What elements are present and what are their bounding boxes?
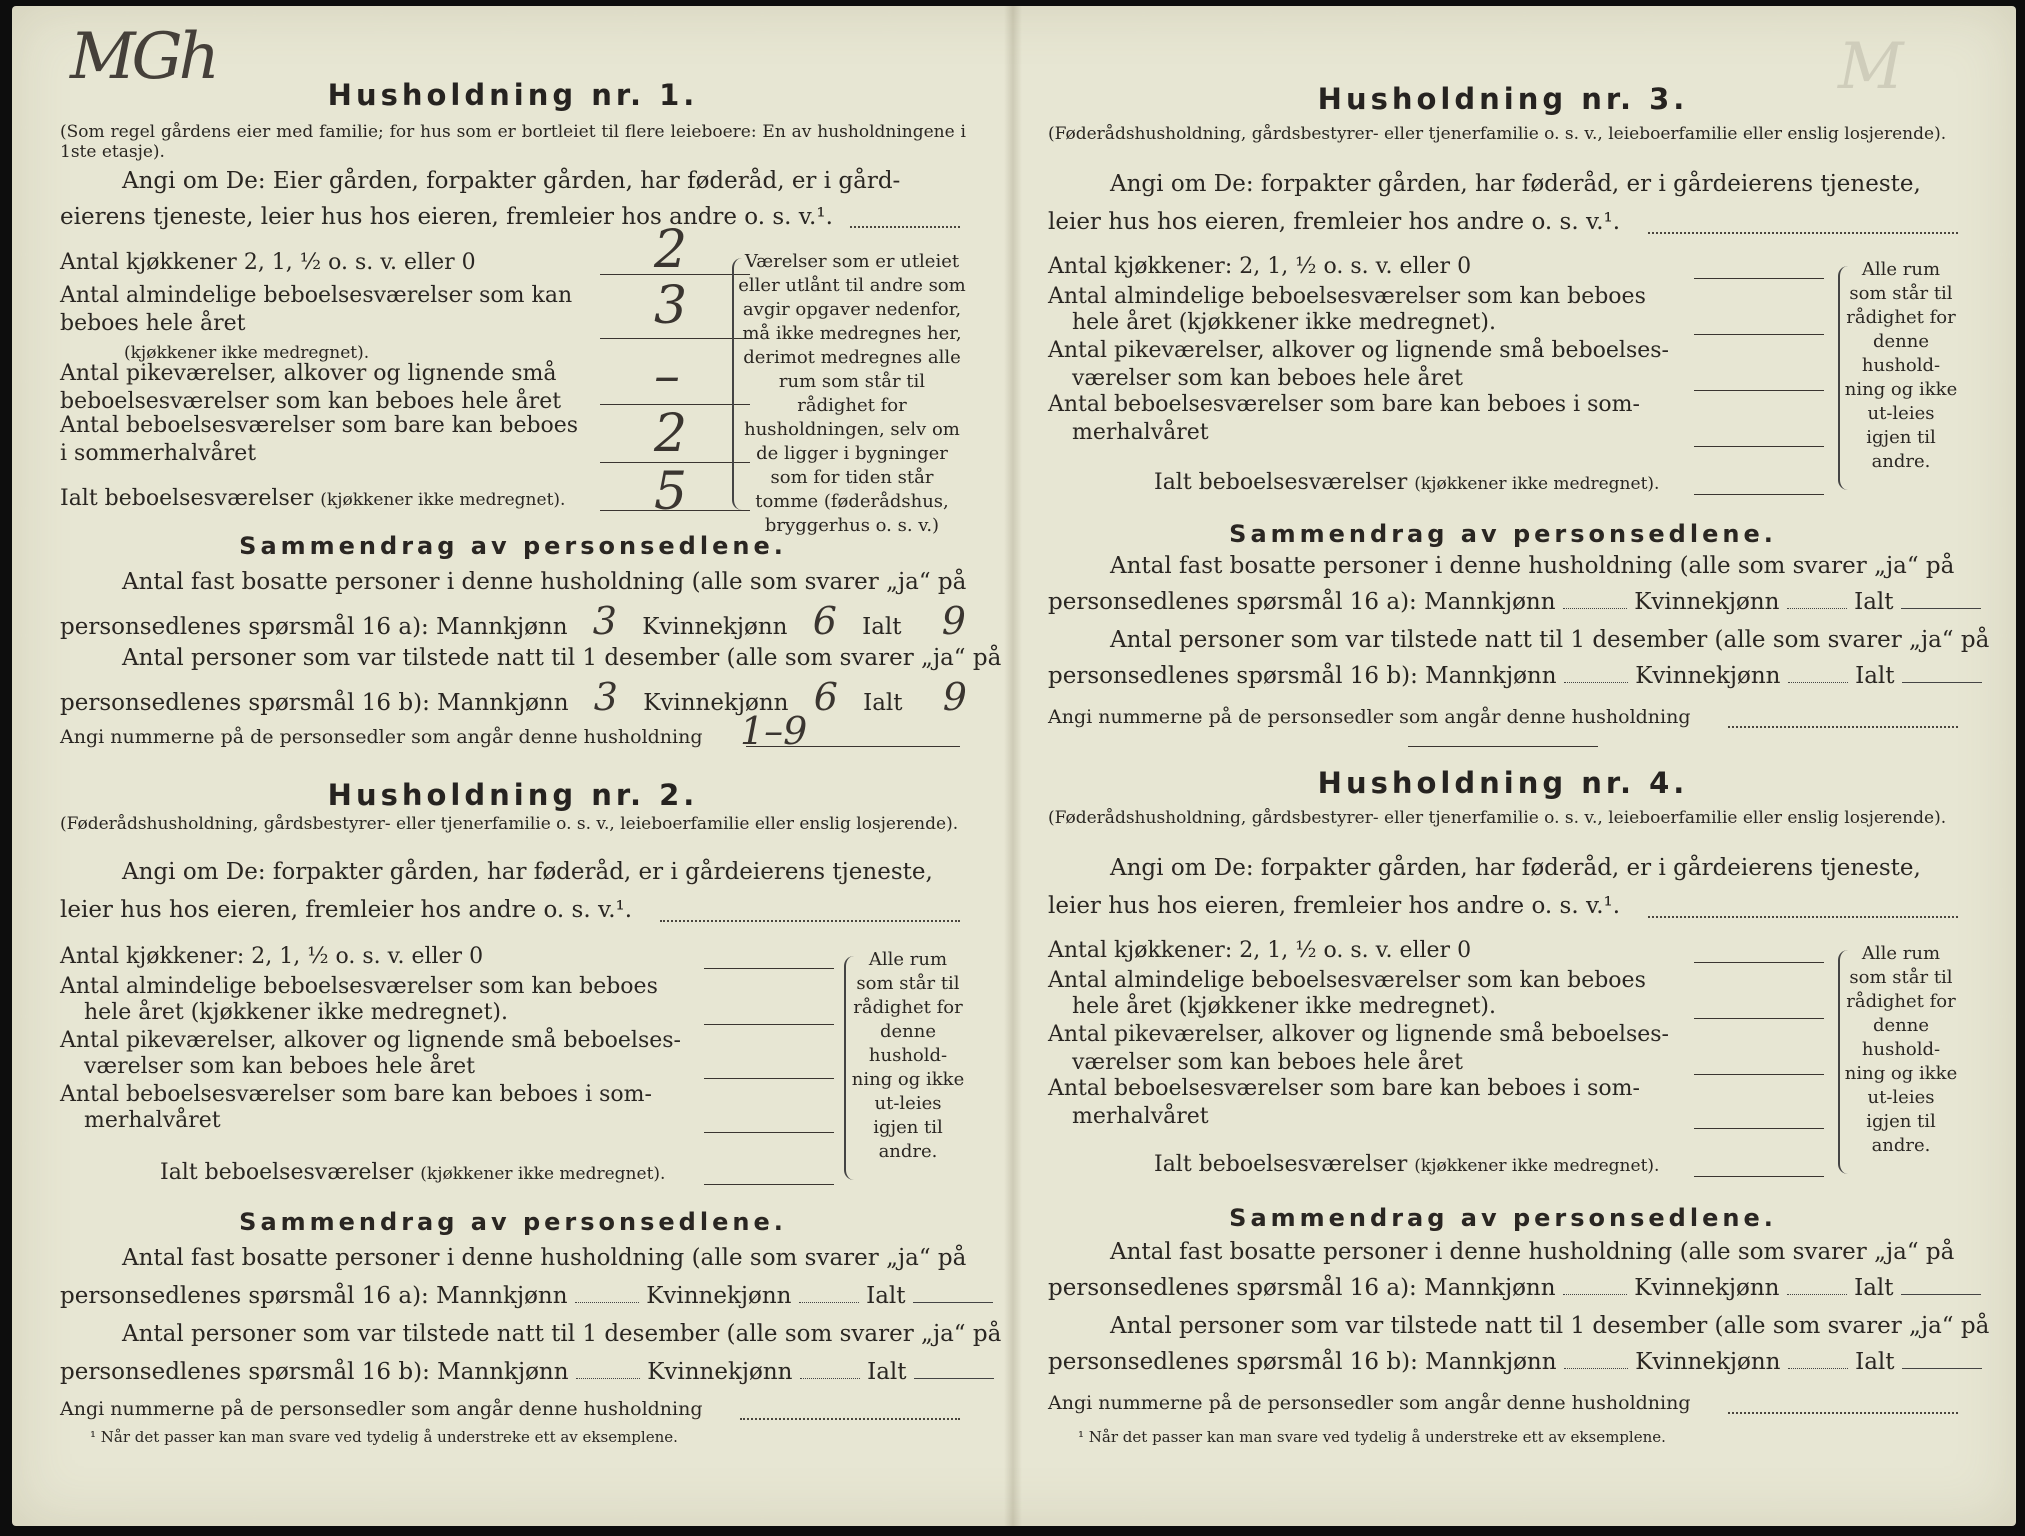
hh2-row-4: værelser som kan beboes hele året	[84, 1054, 475, 1079]
hh4-tilstede-line2	[1048, 1344, 1982, 1380]
hh2-tilstede-kvinne-blank	[800, 1378, 860, 1379]
hh2-angi-nummer: Angi nummerne på de personsedler som angår denne husholdning	[60, 1398, 703, 1420]
hh1-value-summer: 2	[654, 404, 688, 464]
hh1-note: (Som regel gårdens eier med familie; for hus som er bortleiet til flere leieboere: En av husholdningene i 1ste etasje).	[60, 122, 966, 162]
hh2-fast-line1: Antal fast bosatte personer i denne husholdning (alle som svarer „ja“ på	[122, 1245, 967, 1271]
hh3-fast-line2	[1048, 584, 1981, 620]
hh1-tilstede-kvinne-label: Kvinnekjønn	[643, 690, 789, 716]
hh1-fast-line2	[60, 599, 999, 645]
hh3-nummer-blank	[1728, 726, 1958, 728]
hh3-angi-line2: leier hus hos eieren, fremleier hos andre o. s. v.¹.	[1048, 209, 1621, 235]
hh4-blank-total	[1694, 1176, 1824, 1177]
hh1-title: Husholdning nr. 1.	[327, 78, 699, 112]
hh2-fast-mann-blank	[575, 1302, 639, 1303]
hh2-row-total-label: Ialt beboelsesværelser	[160, 1160, 414, 1185]
hh2-blank-1	[704, 1024, 834, 1025]
faint-margin-annotation: M	[1838, 30, 1900, 104]
hh1-angi-nummer: Angi nummerne på de personsedler som angår denne husholdning	[60, 726, 703, 748]
hh2-side-note: Alle rum som står til rådighet for denne hushold-ning og ikke ut-leies igjen til andre.	[851, 949, 965, 1162]
hh3-summary-title: Sammendrag av personsedlene.	[1229, 520, 1777, 548]
hh4-fast-kvinne-blank	[1787, 1294, 1847, 1295]
hh2-blank-total	[704, 1184, 834, 1185]
hh4-tilstede-label: personsedlenes spørsmål 16 b): Mannkjønn	[1048, 1349, 1557, 1375]
hh3-fast-ialt-blank	[1901, 608, 1981, 609]
margin-annotation: MGh	[70, 20, 216, 94]
hh3-tilstede-kvinne-label: Kvinnekjønn	[1635, 663, 1781, 689]
hh1-angi-line1: Angi om De: Eier gården, forpakter gården, har føderåd, er i gård-	[122, 168, 901, 194]
hh1-row-summer-rooms: Antal beboelsesværelser som bare kan beboes i sommerhalvåret	[60, 413, 579, 466]
hh1-value-maid: –	[654, 346, 680, 406]
hh4-blank-0	[1694, 962, 1824, 963]
hh2-row-5: Antal beboelsesværelser som bare kan beboes i som-	[60, 1082, 652, 1107]
hh1-tilstede-kvinne: 6	[813, 675, 838, 719]
hh3-row-3: Antal pikeværelser, alkover og lignende små beboelses-	[1048, 338, 1669, 363]
hh2-fast-kvinne-blank	[799, 1302, 859, 1303]
hh4-row-2: hele året (kjøkkener ikke medregnet).	[1072, 994, 1496, 1019]
hh1-tilstede-line2	[60, 675, 1000, 721]
hh2-angi-line2: leier hus hos eieren, fremleier hos andre o. s. v.¹.	[60, 897, 633, 923]
hh4-side-note: Alle rum som står til rådighet for denne hushold-ning og ikke ut-leies igjen til andre.	[1844, 943, 1958, 1156]
hh2-row-total-sub: (kjøkkener ikke medregnet).	[420, 1164, 666, 1184]
hh4-tilstede-kvinne-blank	[1788, 1368, 1848, 1369]
hh3-row-6: merhalvåret	[1072, 420, 1209, 445]
hh1-row-rooms-sub: (kjøkkener ikke medregnet).	[124, 343, 370, 363]
hh2-fast-label: personsedlenes spørsmål 16 a): Mannkjønn	[60, 1283, 568, 1309]
hh4-fast-mann-blank	[1563, 1294, 1627, 1295]
hh3-blank-2	[1694, 390, 1824, 391]
hh1-nummer-value: 1–9	[740, 709, 808, 753]
hh3-angi-line1: Angi om De: forpakter gården, har føderåd, er i gårdeierens tjeneste,	[1110, 171, 1921, 197]
hh4-blank-2	[1694, 1074, 1824, 1075]
hh4-fast-label: personsedlenes spørsmål 16 a): Mannkjønn	[1048, 1275, 1556, 1301]
hh3-fast-line1: Antal fast bosatte personer i denne husholdning (alle som svarer „ja“ på	[1110, 553, 1955, 579]
hh2-tilstede-ialt-blank	[914, 1378, 994, 1379]
hh2-title: Husholdning nr. 2.	[327, 778, 699, 812]
hh1-fast-kvinne: 6	[812, 599, 837, 643]
hh4-fast-ialt-blank	[1901, 1294, 1981, 1295]
hh2-tilstede-line1: Antal personer som var tilstede natt til 1 desember (alle som svarer „ja“ på	[122, 1321, 1002, 1347]
hh3-fast-kvinne-label: Kvinnekjønn	[1634, 589, 1780, 615]
hh2-row-0: Antal kjøkkener: 2, 1, ½ o. s. v. eller 0	[60, 944, 484, 969]
hh2-note: (Føderådshusholdning, gårdsbestyrer- eller tjenerfamilie o. s. v., leieboerfamilie eller enslig losjerende).	[60, 814, 959, 834]
hh3-fast-label: personsedlenes spørsmål 16 a): Mannkjønn	[1048, 589, 1556, 615]
hh3-tilstede-mann-blank	[1564, 682, 1628, 683]
hh3-row-total-sub: (kjøkkener ikke medregnet).	[1414, 474, 1660, 494]
hh4-angi-line1: Angi om De: forpakter gården, har føderåd, er i gårdeierens tjeneste,	[1110, 855, 1921, 881]
hh3-blank-3	[1694, 446, 1824, 447]
hh4-tilstede-ialt-label: Ialt	[1855, 1349, 1895, 1375]
hh3-tilstede-ialt-blank	[1902, 682, 1982, 683]
hh3-row-0: Antal kjøkkener: 2, 1, ½ o. s. v. eller 0	[1048, 254, 1472, 279]
hh1-row-rooms: Antal almindelige beboelsesværelser som kan beboes hele året	[60, 283, 573, 336]
hh3-angi-nummer: Angi nummerne på de personsedler som angår denne husholdning	[1048, 706, 1691, 728]
hh3-angi-blank	[1648, 232, 1958, 234]
hh2-angi-line1: Angi om De: forpakter gården, har føderåd, er i gårdeierens tjeneste,	[122, 859, 933, 885]
hh3-row-total	[1154, 470, 1659, 497]
hh4-tilstede-line1: Antal personer som var tilstede natt til 1 desember (alle som svarer „ja“ på	[1110, 1313, 1990, 1339]
right-footnote: ¹ Når det passer kan man svare ved tydelig å understreke ett av eksemplene.	[1078, 1428, 1666, 1446]
hh3-tilstede-line1: Antal personer som var tilstede natt til 1 desember (alle som svarer „ja“ på	[1110, 627, 1990, 653]
hh2-blank-0	[704, 968, 834, 969]
hh4-blank-3	[1694, 1128, 1824, 1129]
hh2-row-3: Antal pikeværelser, alkover og lignende små beboelses-	[60, 1028, 681, 1053]
hh4-tilstede-mann-blank	[1564, 1368, 1628, 1369]
hh2-fast-ialt-label: Ialt	[866, 1283, 906, 1309]
hh1-fast-ialt-label: Ialt	[862, 614, 902, 640]
hh3-title: Husholdning nr. 3.	[1317, 82, 1689, 116]
hh1-tilstede-line1: Antal personer som var tilstede natt til 1 desember (alle som svarer „ja“ på	[122, 645, 1002, 671]
hh4-row-6: merhalvåret	[1072, 1104, 1209, 1129]
hh4-row-5: Antal beboelsesværelser som bare kan beboes i som-	[1048, 1076, 1640, 1101]
hh2-row-total	[160, 1160, 665, 1187]
hh1-row-total	[60, 486, 565, 513]
hh1-fast-mann: 3	[592, 599, 617, 643]
hh3-fast-ialt-label: Ialt	[1854, 589, 1894, 615]
hh3-row-4: værelser som kan beboes hele året	[1072, 366, 1463, 391]
hh4-tilstede-kvinne-label: Kvinnekjønn	[1635, 1349, 1781, 1375]
hh2-fast-ialt-blank	[913, 1302, 993, 1303]
hh4-row-0: Antal kjøkkener: 2, 1, ½ o. s. v. eller 0	[1048, 938, 1472, 963]
hh4-summary-title: Sammendrag av personsedlene.	[1229, 1204, 1777, 1232]
hh4-note: (Føderådshusholdning, gårdsbestyrer- eller tjenerfamilie o. s. v., leieboerfamilie eller enslig losjerende).	[1048, 808, 1947, 828]
hh2-angi-blank	[660, 920, 960, 922]
hh1-fast-label: personsedlenes spørsmål 16 a): Mannkjønn	[60, 614, 568, 640]
hh2-row-6: merhalvåret	[84, 1108, 221, 1133]
hh2-tilstede-line2	[60, 1354, 994, 1390]
hh4-tilstede-ialt-blank	[1902, 1368, 1982, 1369]
hh4-row-total-sub: (kjøkkener ikke medregnet).	[1414, 1156, 1660, 1176]
hh4-row-total	[1154, 1152, 1659, 1179]
hh1-tilstede-ialt: 9	[942, 675, 967, 719]
hh2-fast-kvinne-label: Kvinnekjønn	[646, 1283, 792, 1309]
hh3-row-2: hele året (kjøkkener ikke medregnet).	[1072, 310, 1496, 335]
hh3-section-divider	[1408, 746, 1598, 747]
hh1-nummer-blank	[746, 746, 960, 747]
hh3-tilstede-label: personsedlenes spørsmål 16 b): Mannkjønn	[1048, 663, 1557, 689]
hh1-tilstede-ialt-label: Ialt	[863, 690, 903, 716]
hh4-fast-ialt-label: Ialt	[1854, 1275, 1894, 1301]
hh3-row-5: Antal beboelsesværelser som bare kan beboes i som-	[1048, 392, 1640, 417]
hh1-angi-blank	[850, 226, 960, 228]
hh2-row-2: hele året (kjøkkener ikke medregnet).	[84, 1000, 508, 1025]
hh2-tilstede-ialt-label: Ialt	[867, 1359, 907, 1385]
hh3-tilstede-kvinne-blank	[1788, 682, 1848, 683]
hh2-tilstede-kvinne-label: Kvinnekjønn	[647, 1359, 793, 1385]
hh2-tilstede-mann-blank	[576, 1378, 640, 1379]
hh1-value-kitchens: 2	[654, 220, 688, 280]
hh1-fast-ialt: 9	[941, 599, 966, 643]
hh4-nummer-blank	[1728, 1412, 1958, 1414]
hh4-row-4: værelser som kan beboes hele året	[1072, 1050, 1463, 1075]
hh3-blank-0	[1694, 278, 1824, 279]
hh3-tilstede-line2	[1048, 658, 1982, 694]
hh4-blank-1	[1694, 1018, 1824, 1019]
hh4-fast-line1: Antal fast bosatte personer i denne husholdning (alle som svarer „ja“ på	[1110, 1239, 1955, 1265]
hh3-tilstede-ialt-label: Ialt	[1855, 663, 1895, 689]
hh2-fast-line2	[60, 1278, 993, 1314]
hh3-note: (Føderådshusholdning, gårdsbestyrer- eller tjenerfamilie o. s. v., leieboerfamilie eller enslig losjerende).	[1048, 124, 1947, 144]
hh1-tilstede-label: personsedlenes spørsmål 16 b): Mannkjønn	[60, 690, 569, 716]
hh3-fast-kvinne-blank	[1787, 608, 1847, 609]
hh1-tilstede-mann: 3	[593, 675, 618, 719]
hh1-row-total-label: Ialt beboelsesværelser	[60, 486, 314, 511]
hh2-summary-title: Sammendrag av personsedlene.	[239, 1208, 787, 1236]
hh4-angi-blank	[1648, 916, 1958, 918]
hh3-blank-total	[1694, 494, 1824, 495]
hh1-value-total: 5	[654, 462, 688, 522]
hh1-row-kitchens: Antal kjøkkener 2, 1, ½ o. s. v. eller 0	[60, 250, 476, 275]
hh4-title: Husholdning nr. 4.	[1317, 766, 1689, 800]
hh4-row-3: Antal pikeværelser, alkover og lignende små beboelses-	[1048, 1022, 1669, 1047]
hh1-fast-line1: Antal fast bosatte personer i denne husholdning (alle som svarer „ja“ på	[122, 569, 967, 595]
hh1-side-note: Værelser som er utleiet eller utlånt til andre som avgir opgaver nedenfor, må ikke medregnes her, derimot medregnes alle rum som står til rådighet for husholdningen, selv om de ligger i bygninger som for tiden står tomme (føderådshus, bryggerhus o. s. v.)	[738, 251, 966, 536]
hh3-blank-1	[1694, 334, 1824, 335]
hh3-row-total-label: Ialt beboelsesværelser	[1154, 470, 1408, 495]
hh1-angi-line2: eierens tjeneste, leier hus hos eieren, fremleier hos andre o. s. v.¹.	[60, 204, 833, 230]
hh4-fast-kvinne-label: Kvinnekjønn	[1634, 1275, 1780, 1301]
hh3-fast-mann-blank	[1563, 608, 1627, 609]
hh1-row-maid-rooms: Antal pikeværelser, alkover og lignende små beboelsesværelser som kan beboes hele året	[60, 361, 562, 414]
hh1-summary-title: Sammendrag av personsedlene.	[239, 532, 787, 560]
left-footnote: ¹ Når det passer kan man svare ved tydelig å understreke ett av eksemplene.	[90, 1428, 678, 1446]
hh1-blank-rooms	[600, 338, 750, 339]
hh1-row-total-sub: (kjøkkener ikke medregnet).	[320, 490, 566, 510]
hh1-fast-kvinne-label: Kvinnekjønn	[642, 614, 788, 640]
hh3-row-1: Antal almindelige beboelsesværelser som kan beboes	[1048, 284, 1646, 309]
hh2-nummer-blank	[740, 1418, 960, 1420]
hh4-angi-line2: leier hus hos eieren, fremleier hos andre o. s. v.¹.	[1048, 893, 1621, 919]
hh2-row-1: Antal almindelige beboelsesværelser som kan beboes	[60, 974, 658, 999]
hh1-value-rooms: 3	[654, 276, 688, 336]
page-fold	[1004, 6, 1022, 1526]
hh2-blank-3	[704, 1132, 834, 1133]
hh3-side-note: Alle rum som står til rådighet for denne hushold-ning og ikke ut-leies igjen til andre.	[1844, 259, 1958, 472]
hh2-blank-2	[704, 1078, 834, 1079]
hh4-angi-nummer: Angi nummerne på de personsedler som angår denne husholdning	[1048, 1392, 1691, 1414]
hh4-fast-line2	[1048, 1270, 1981, 1306]
hh4-row-1: Antal almindelige beboelsesværelser som kan beboes	[1048, 968, 1646, 993]
hh4-row-total-label: Ialt beboelsesværelser	[1154, 1152, 1408, 1177]
hh2-tilstede-label: personsedlenes spørsmål 16 b): Mannkjønn	[60, 1359, 569, 1385]
